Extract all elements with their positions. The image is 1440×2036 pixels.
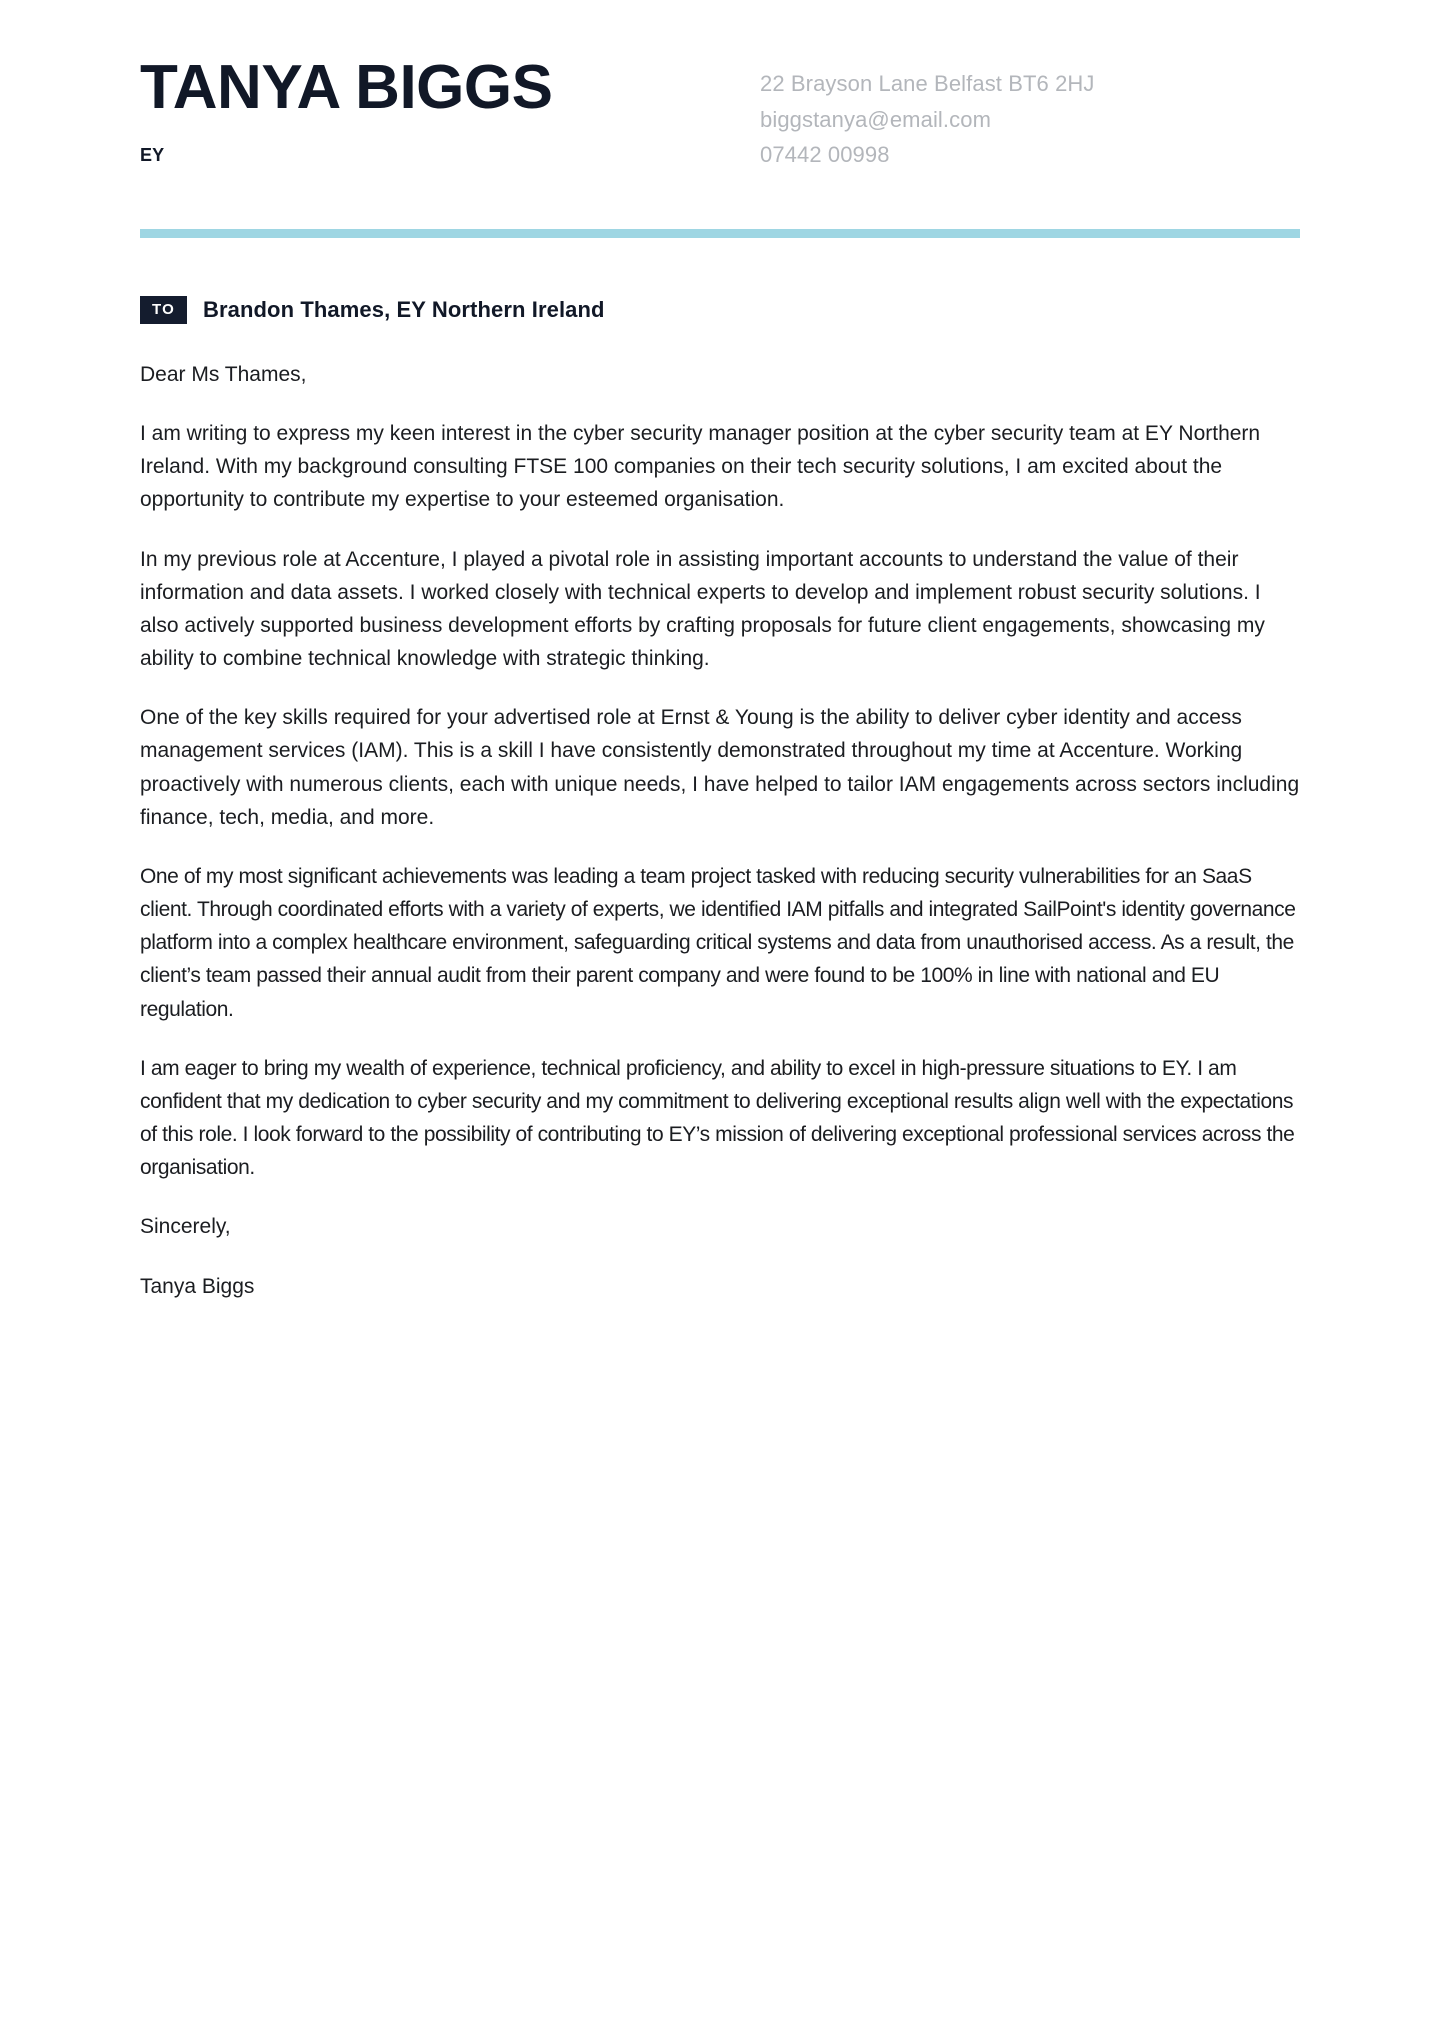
contact-phone: 07442 00998 bbox=[760, 142, 890, 168]
signature-name: Tanya Biggs bbox=[140, 1274, 255, 1298]
applicant-company: EY bbox=[140, 145, 165, 166]
letter-paragraph-5: I am eager to bring my wealth of experience, technical proficiency, and ability to excel in high-pressure situations to EY. I am confident that my dedication to cyber security and my commitment to delivering exceptional results align well with the expectations of this role. I look forward to the possibility of contributing to EY’s mission of delivering exceptional professional services across the organisation. bbox=[140, 1056, 1295, 1180]
contact-address: 22 Brayson Lane Belfast BT6 2HJ bbox=[760, 71, 1095, 96]
letter-paragraph-3: One of the key skills required for your advertised role at Ernst & Young is the ability to deliver cyber identity and access management services (IAM). This is a skill I have consistently demonstrated throughout my time at Accenture. Working proactively with numerous clients, each with unique needs, I have helped to tailor IAM engagements across sectors including finance, tech, media, and more. bbox=[140, 706, 1300, 829]
letter-paragraph-1: I am writing to express my keen interest in the cyber security manager position at the cyber security team at EY Northern Ireland. With my background consulting FTSE 100 companies on their tech security solutions, I am excited about the opportunity to contribute my expertise to your esteemed organisation. bbox=[140, 422, 1261, 512]
applicant-name: TANYA BIGGS bbox=[140, 53, 553, 122]
recipient-row bbox=[140, 296, 1300, 324]
accent-divider bbox=[140, 229, 1300, 238]
letter-paragraph-2: In my previous role at Accenture, I played a pivotal role in assisting important accounts to understand the value of their information and data assets. I worked closely with technical experts to develop and implement robust security solutions. I also actively supported business development efforts by crafting proposals for future client engagements, showcasing my ability to combine technical knowledge with strategic thinking. bbox=[140, 547, 1265, 671]
signoff: Sincerely, bbox=[140, 1215, 231, 1239]
letter-header bbox=[0, 0, 1440, 173]
recipient-name: Brandon Thames, EY Northern Ireland bbox=[202, 296, 605, 322]
header-identity-block bbox=[140, 52, 760, 166]
header-divider-wrap bbox=[0, 229, 1440, 238]
to-badge: TO bbox=[140, 296, 187, 324]
contact-email: biggstanya@email.com bbox=[760, 106, 991, 132]
letter-paragraph-4: One of my most significant achievements was leading a team project tasked with reducing security vulnerabilities for an SaaS client. Through coordinated efforts with a variety of experts, we identified IAM pitfalls and integrated SailPoint's identity governance platform into a complex healthcare environment, safeguarding critical systems and data from unauthorised access. As a result, the client’s team passed their annual audit from their parent company and were found to be 100% in line with national and EU regulation. bbox=[140, 864, 1296, 1021]
contact-details-block bbox=[760, 52, 1300, 173]
letter-body bbox=[0, 296, 1440, 1303]
salutation: Dear Ms Thames, bbox=[140, 362, 307, 386]
